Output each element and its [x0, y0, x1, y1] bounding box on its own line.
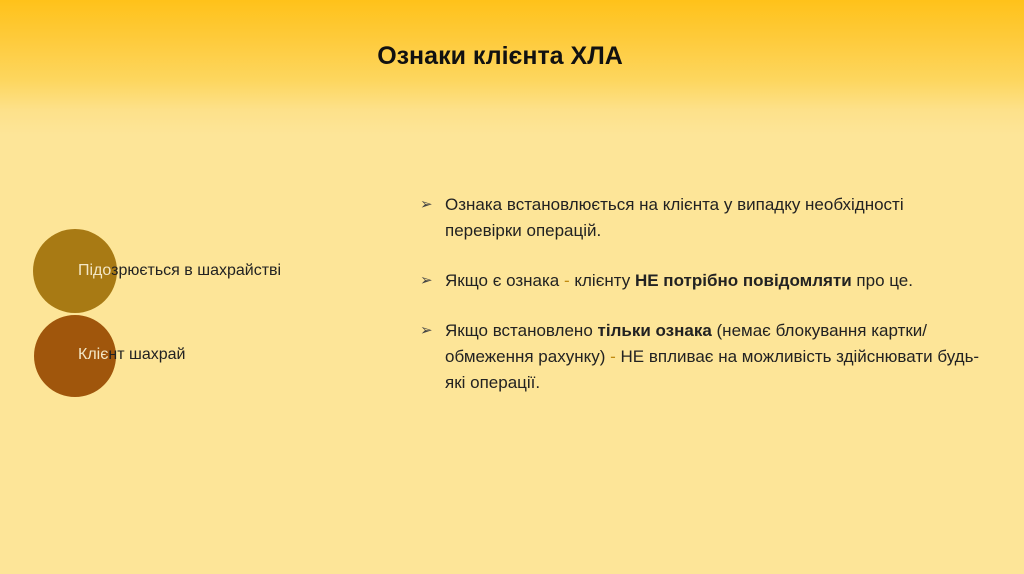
bullet-text-part: Якщо є ознака — [445, 271, 564, 290]
bullet-bold-text: НЕ потрібно повідомляти — [634, 271, 852, 290]
slide-title: Ознаки клієнта ХЛА — [377, 42, 623, 70]
circle-label-suspected-inner: Підо — [78, 262, 112, 279]
bullet-dash: - — [610, 347, 616, 366]
bullet-text-part: про це. — [851, 271, 913, 290]
bullet-item — [420, 318, 980, 396]
bullet-text-part: клієнту — [569, 271, 635, 290]
bullet-bold-text: тільки ознака — [597, 321, 712, 340]
arrow-bullet-icon: ➢ — [420, 322, 433, 339]
circle-label-suspected-outer: зрюється в шахрайстві — [111, 262, 282, 279]
bullet-text: Ознака встановлюється на клієнта у випадку необхідності перевірки операцій. — [445, 195, 904, 240]
bullet-item — [420, 192, 980, 244]
bullet-item — [420, 268, 980, 294]
bullet-dash: - — [563, 271, 570, 290]
arrow-bullet-icon: ➢ — [420, 272, 433, 289]
circle-label-suspected — [78, 262, 281, 280]
bullet-text-part: НЕ впливає на можливість здійснювати будь-які операції. — [445, 347, 980, 392]
arrow-bullet-icon: ➢ — [420, 196, 433, 213]
circle-label-fraudster — [78, 346, 185, 364]
circle-label-fraudster-outer: нт шахрай — [108, 346, 186, 363]
bullet-list — [420, 192, 980, 420]
circle-label-fraudster-inner: Кліє — [78, 346, 109, 363]
bullet-text-part: (немає блокування картки/обмеження рахунку) — [445, 321, 928, 366]
bullet-text-part: Якщо встановлено — [445, 321, 598, 340]
